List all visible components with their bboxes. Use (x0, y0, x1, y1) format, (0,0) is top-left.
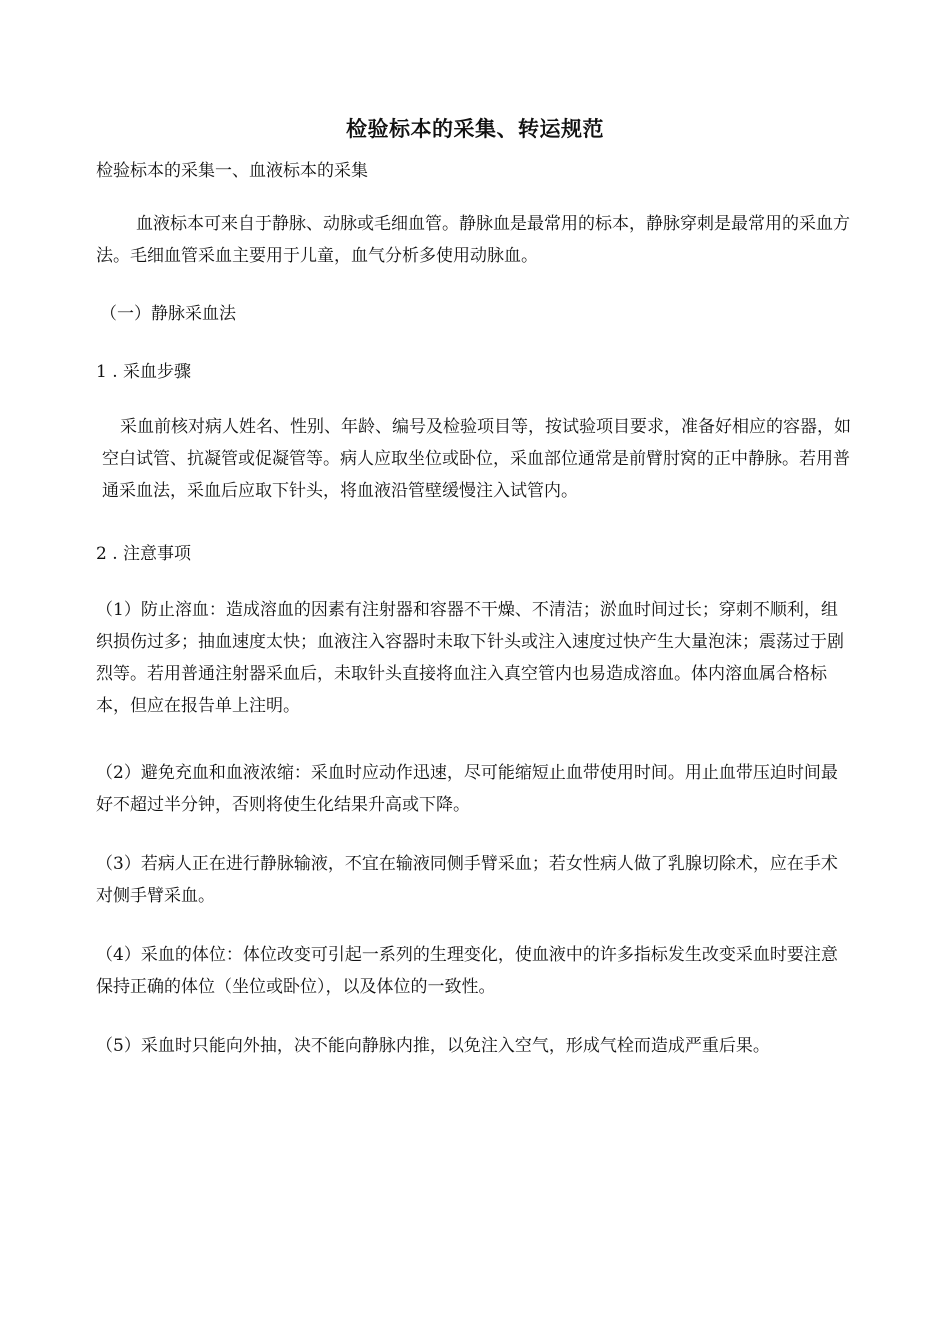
note-item: （5）采血时只能向外抽，决不能向静脉内推，以免注入空气，形成气栓而造成严重后果。 (96, 1036, 770, 1056)
document-title: 检验标本的采集、转运规范 (346, 117, 604, 141)
step-heading-precautions: 2 . 注意事项 (96, 544, 192, 564)
note-item: （4）采血的体位：体位改变可引起一系列的生理变化，使血液中的许多指标发生改变采血时要注意保持正确的体位（坐位或卧位），以及体位的一致性。 (96, 945, 838, 997)
note-item: （2）避免充血和血液浓缩：采血时应动作迅速，尽可能缩短止血带使用时间。用止血带压迫时间最好不超过半分钟，否则将使生化结果升高或下降。 (96, 763, 838, 815)
section-heading-venous: （一）静脉采血法 (100, 304, 236, 324)
procedure-paragraph: 采血前核对病人姓名、性别、年龄、编号及检验项目等，按试验项目要求，准备好相应的容器，如空白试管、抗凝管或促凝管等。病人应取坐位或卧位，采血部位通常是前臂肘窝的正中静脉。若用普通采血法，采血后应取下针头，将血液沿管壁缓慢注入试管内。 (102, 417, 851, 501)
document-subtitle: 检验标本的采集一、血液标本的采集 (96, 161, 368, 181)
note-item: （3）若病人正在进行静脉输液，不宜在输液同侧手臂采血；若女性病人做了乳腺切除术，应在手术对侧手臂采血。 (96, 854, 838, 906)
note-item: （1）防止溶血：造成溶血的因素有注射器和容器不干燥、不清洁；淤血时间过长；穿刺不顺利，组织损伤过多；抽血速度太快；血液注入容器时未取下针头或注入速度过快产生大量泡沫；震荡过于剧烈等。若用普通注射器采血后，未取针头直接将血注入真空管内也易造成溶血。体内溶血属合格标本，但应在报告单上注明。 (96, 600, 844, 716)
intro-paragraph: 血液标本可来自于静脉、动脉或毛细血管。静脉血是最常用的标本，静脉穿刺是最常用的采血方法。毛细血管采血主要用于儿童，血气分析多使用动脉血。 (96, 214, 850, 266)
step-heading-procedure: 1 . 采血步骤 (96, 362, 192, 382)
